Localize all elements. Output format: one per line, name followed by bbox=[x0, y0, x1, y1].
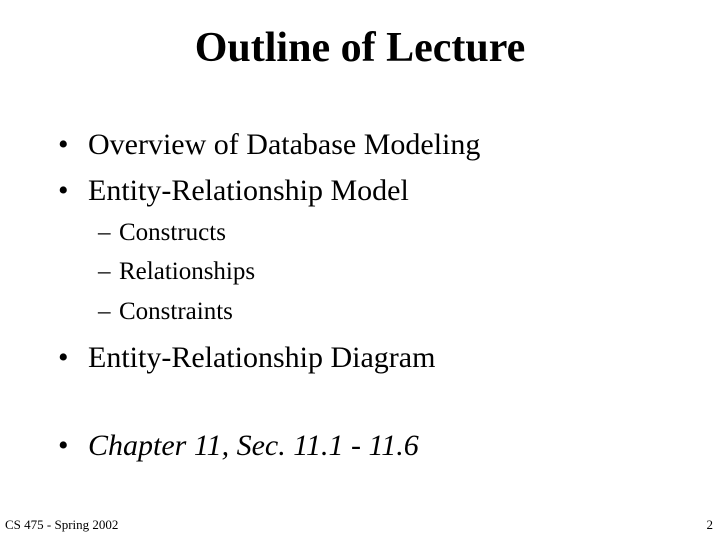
bullet-marker: • bbox=[58, 429, 69, 462]
bullet-text: Entity-Relationship Model bbox=[88, 174, 409, 207]
sub-item-text: Relationships bbox=[119, 258, 256, 285]
bullet-item bbox=[0, 173, 720, 209]
bullet-text: Overview of Database Modeling bbox=[88, 128, 481, 161]
sub-item bbox=[98, 218, 226, 248]
sub-item bbox=[98, 257, 255, 287]
bullet-text: Chapter 11, Sec. 11.1 - 11.6 bbox=[88, 429, 419, 462]
footer-page-number: 2 bbox=[706, 517, 713, 532]
bullet-item bbox=[0, 127, 720, 163]
sub-item-text: Constructs bbox=[119, 219, 226, 246]
sub-item-marker: – bbox=[98, 219, 111, 246]
sub-item-marker: – bbox=[98, 258, 111, 285]
bullet-item bbox=[0, 428, 720, 464]
bullet-marker: • bbox=[58, 174, 69, 207]
footer-course: CS 475 - Spring 2002 bbox=[5, 517, 119, 532]
slide-title: Outline of Lecture bbox=[194, 25, 526, 71]
bullet-marker: • bbox=[58, 128, 69, 161]
bullet-text: Entity-Relationship Diagram bbox=[88, 341, 436, 374]
bullet-marker: • bbox=[58, 341, 69, 374]
sub-item bbox=[98, 297, 233, 327]
bullet-item bbox=[0, 340, 720, 376]
sub-item-marker: – bbox=[98, 298, 111, 325]
sub-item-text: Constraints bbox=[119, 298, 233, 325]
